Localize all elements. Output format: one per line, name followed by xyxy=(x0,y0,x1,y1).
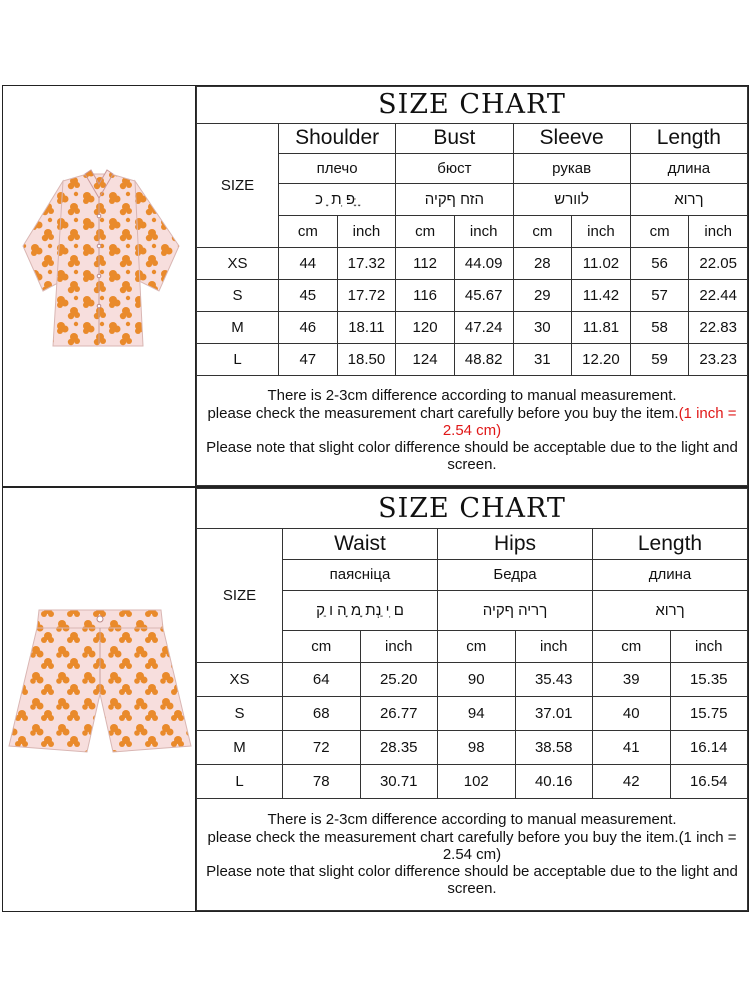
value-cell: 116 xyxy=(396,280,455,312)
header-hips-he: ךריה ףקיה xyxy=(438,591,593,631)
value-cell: 112 xyxy=(396,248,455,280)
unit-cell: inch xyxy=(572,216,631,248)
value-cell: 31 xyxy=(513,344,572,376)
value-cell: 17.32 xyxy=(337,248,396,280)
value-cell: 48.82 xyxy=(454,344,513,376)
header-sleeve-ru: рукав xyxy=(513,154,630,184)
size-cell: S xyxy=(197,280,279,312)
value-cell: 57 xyxy=(630,280,689,312)
value-cell: 26.77 xyxy=(360,697,438,731)
header-length-he: ךרוא xyxy=(630,184,747,216)
unit-cell: inch xyxy=(337,216,396,248)
table-row xyxy=(197,697,748,731)
header-waist-ru: паясніца xyxy=(283,560,438,591)
size-column-label: SIZE xyxy=(197,529,283,663)
size-cell: XS xyxy=(197,663,283,697)
unit-cell: inch xyxy=(670,631,748,663)
header-hips-ru: Бедра xyxy=(438,560,593,591)
value-cell: 22.83 xyxy=(689,312,748,344)
value-cell: 11.02 xyxy=(572,248,631,280)
header-shoulder: Shoulder xyxy=(279,124,396,154)
header-length-he: ךרוא xyxy=(593,591,748,631)
header-bust-ru: бюст xyxy=(396,154,513,184)
header-shoulder-he: ָ ָּפ ִת ָ כ xyxy=(279,184,396,216)
unit-cell: cm xyxy=(279,216,338,248)
value-cell: 120 xyxy=(396,312,455,344)
unit-cell: inch xyxy=(360,631,438,663)
value-cell: 23.23 xyxy=(689,344,748,376)
table-row xyxy=(197,248,748,280)
chart-title: SIZE CHART xyxy=(197,87,748,124)
table-row xyxy=(197,312,748,344)
value-cell: 68 xyxy=(283,697,361,731)
value-cell: 37.01 xyxy=(515,697,593,731)
unit-cell: cm xyxy=(283,631,361,663)
unit-cell: cm xyxy=(513,216,572,248)
size-cell: L xyxy=(197,765,283,799)
chart-title: SIZE CHART xyxy=(197,489,748,529)
value-cell: 47 xyxy=(279,344,338,376)
value-cell: 16.54 xyxy=(670,765,748,799)
measurement-notes xyxy=(197,376,748,486)
unit-cell: cm xyxy=(438,631,516,663)
table-row xyxy=(197,731,748,765)
shirt-size-table xyxy=(196,86,748,486)
value-cell: 25.20 xyxy=(360,663,438,697)
header-sleeve: Sleeve xyxy=(513,124,630,154)
header-waist-he: ם ִי ַנְת ָמ ָה ו ַק xyxy=(283,591,438,631)
note-difference: There is 2-3cm difference according to manual measurement. xyxy=(267,811,677,829)
unit-cell: inch xyxy=(454,216,513,248)
header-length-ru: длина xyxy=(630,154,747,184)
table-row xyxy=(197,765,748,799)
value-cell: 28 xyxy=(513,248,572,280)
value-cell: 59 xyxy=(630,344,689,376)
value-cell: 40 xyxy=(593,697,671,731)
value-cell: 44 xyxy=(279,248,338,280)
value-cell: 12.20 xyxy=(572,344,631,376)
value-cell: 102 xyxy=(438,765,516,799)
header-hips: Hips xyxy=(438,529,593,560)
value-cell: 45 xyxy=(279,280,338,312)
value-cell: 11.42 xyxy=(572,280,631,312)
value-cell: 58 xyxy=(630,312,689,344)
note-difference: There is 2-3cm difference according to manual measurement. xyxy=(267,387,677,405)
shirt-photo xyxy=(3,86,196,486)
value-cell: 35.43 xyxy=(515,663,593,697)
note-inch-conversion: (1 inch = 2.54 cm) xyxy=(442,404,737,439)
size-cell: S xyxy=(197,697,283,731)
unit-cell: cm xyxy=(593,631,671,663)
size-cell: M xyxy=(197,731,283,765)
value-cell: 22.05 xyxy=(689,248,748,280)
value-cell: 22.44 xyxy=(689,280,748,312)
header-waist: Waist xyxy=(283,529,438,560)
value-cell: 29 xyxy=(513,280,572,312)
value-cell: 15.75 xyxy=(670,697,748,731)
value-cell: 78 xyxy=(283,765,361,799)
value-cell: 39 xyxy=(593,663,671,697)
value-cell: 40.16 xyxy=(515,765,593,799)
header-length: Length xyxy=(593,529,748,560)
value-cell: 18.11 xyxy=(337,312,396,344)
value-cell: 45.67 xyxy=(454,280,513,312)
value-cell: 90 xyxy=(438,663,516,697)
value-cell: 64 xyxy=(283,663,361,697)
shirt-size-chart xyxy=(2,85,749,487)
size-cell: M xyxy=(197,312,279,344)
header-shoulder-ru: плечо xyxy=(279,154,396,184)
note-check-chart: please check the measurement chart carefully before you buy the item. xyxy=(207,404,679,422)
unit-cell: inch xyxy=(689,216,748,248)
value-cell: 46 xyxy=(279,312,338,344)
shorts-photo xyxy=(3,488,196,911)
value-cell: 41 xyxy=(593,731,671,765)
value-cell: 30 xyxy=(513,312,572,344)
value-cell: 94 xyxy=(438,697,516,731)
unit-cell: inch xyxy=(515,631,593,663)
value-cell: 17.72 xyxy=(337,280,396,312)
value-cell: 18.50 xyxy=(337,344,396,376)
value-cell: 72 xyxy=(283,731,361,765)
value-cell: 28.35 xyxy=(360,731,438,765)
value-cell: 15.35 xyxy=(670,663,748,697)
size-column-label: SIZE xyxy=(197,124,279,248)
value-cell: 56 xyxy=(630,248,689,280)
table-row xyxy=(197,663,748,697)
shorts-size-table xyxy=(196,488,748,911)
value-cell: 47.24 xyxy=(454,312,513,344)
size-cell: L xyxy=(197,344,279,376)
value-cell: 30.71 xyxy=(360,765,438,799)
header-sleeve-he: לוורש xyxy=(513,184,630,216)
note-color-difference: Please note that slight color difference should be acceptable due to the light and screen. xyxy=(206,863,738,898)
value-cell: 124 xyxy=(396,344,455,376)
value-cell: 98 xyxy=(438,731,516,765)
shirt-icon xyxy=(3,86,195,486)
table-row xyxy=(197,280,748,312)
value-cell: 38.58 xyxy=(515,731,593,765)
header-length: Length xyxy=(630,124,747,154)
header-bust-he: הזח ףקיה xyxy=(396,184,513,216)
value-cell: 16.14 xyxy=(670,731,748,765)
note-color-difference: Please note that slight color difference should be acceptable due to the light and screen. xyxy=(206,439,738,474)
size-cell: XS xyxy=(197,248,279,280)
table-row xyxy=(197,344,748,376)
shorts-size-chart xyxy=(2,487,749,912)
value-cell: 44.09 xyxy=(454,248,513,280)
header-bust: Bust xyxy=(396,124,513,154)
value-cell: 11.81 xyxy=(572,312,631,344)
unit-cell: cm xyxy=(630,216,689,248)
measurement-notes xyxy=(197,799,748,911)
shorts-icon xyxy=(3,488,195,911)
header-length-ru: длина xyxy=(593,560,748,591)
value-cell: 42 xyxy=(593,765,671,799)
note-check-chart: please check the measurement chart carefully before you buy the item.(1 inch = 2.54 cm) xyxy=(207,828,737,863)
unit-cell: cm xyxy=(396,216,455,248)
